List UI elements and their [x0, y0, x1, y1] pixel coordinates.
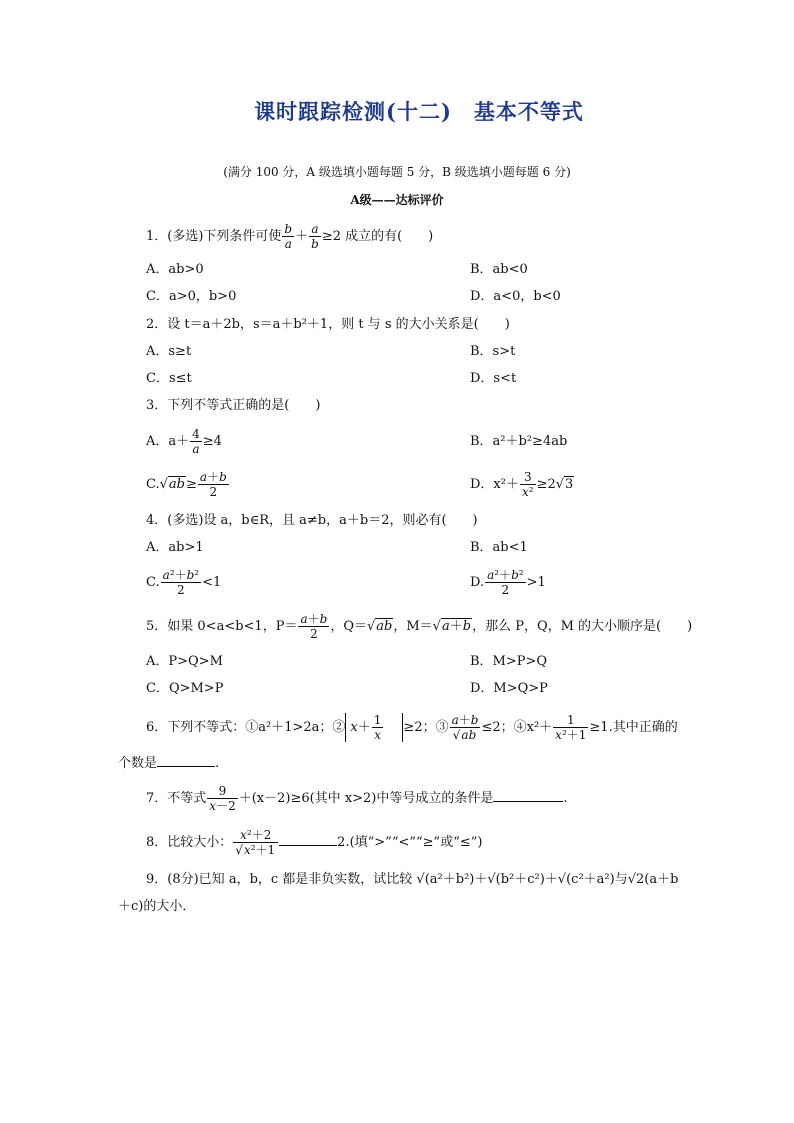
q6-suffix: ≥1.其中正确的	[589, 720, 678, 735]
question-3: 3．下列不等式正确的是( )	[146, 398, 321, 413]
q4-option-d	[470, 568, 546, 597]
q5-option-d: D．M>Q>P	[470, 681, 548, 696]
fraction-a-over-b: $\frac{a}{b}$	[311, 222, 319, 251]
q6-end: .	[215, 756, 220, 771]
q2-option-d: D．s<t	[470, 371, 517, 386]
score-note: (满分 100 分，A 级选填小题每题 5 分，B 级选填小题每题 6 分)	[223, 165, 571, 179]
q4-option-c	[146, 568, 221, 597]
q1-option-c: C．a>0，b>0	[146, 289, 237, 304]
q8-answer-blank[interactable]	[279, 833, 337, 846]
fraction-x2-plus-2-over-sqrt: $\frac{\text{x²＋2}}{\text{√x²＋1}}$	[233, 828, 278, 857]
q7-answer-blank[interactable]	[493, 789, 563, 802]
q7-prefix: 7．不等式	[146, 791, 207, 806]
q1-option-a: A．ab>0	[146, 262, 204, 277]
fraction-a-plus-b-over-2: $\frac{a+b}{2}$	[199, 470, 227, 499]
q3-a-label: A．a＋	[146, 434, 190, 449]
q3-option-b: B．a²＋b²≥4ab	[470, 434, 568, 449]
fraction-3-over-x2: $\frac{3}{\text{x²}}$	[521, 470, 534, 499]
q7-end: .	[563, 791, 568, 806]
q1-option-b: B．ab<0	[470, 262, 528, 277]
q3-option-c: C.√ab≥ $\frac{a+b}{2}$	[146, 470, 227, 499]
q6-line2	[118, 754, 219, 772]
absolute-value: x＋ $\frac{1}{x}$	[345, 713, 403, 742]
question-9-line2: ＋c)的大小．	[118, 899, 196, 914]
level-heading: A级——达标评价	[350, 193, 444, 207]
q1-prefix: 1．(多选)下列条件可使	[146, 229, 282, 244]
q3-a-suffix: ≥4	[202, 434, 222, 449]
q4-c-suffix: <1	[202, 575, 222, 590]
q3-d-label: D．x²＋	[470, 477, 519, 492]
question-2: 2．设 t＝a＋2b，s＝a＋b²＋1，则 t 与 s 的大小关系是( )	[146, 317, 510, 332]
q2-option-c: C．s≤t	[146, 371, 192, 386]
question-1: 1．(多选)下列条件可使 $\frac{b}{a}$ ＋ $\frac{a}{b}$ ≥2 成立的有( )	[146, 222, 434, 251]
q8-suffix: 2.(填“>”“<”“≥”或“≤”)	[337, 835, 483, 850]
q4-d-label: D.	[470, 575, 485, 590]
q6-prefix: 6．下列不等式：①a²＋1>2a；②	[146, 720, 346, 735]
q5-mid2: ，M＝	[393, 619, 433, 634]
q3-c-label: C.	[146, 477, 160, 492]
fraction-b-over-a: $\frac{b}{a}$	[284, 222, 293, 251]
q2-option-a: A．s≥t	[146, 344, 192, 359]
q5-prefix: 5．如果 0<a<b<1，P＝	[146, 619, 298, 634]
question-8	[146, 828, 482, 857]
q4-c-label: C.	[146, 575, 160, 590]
q5-suffix: ，那么 P，Q，M 的大小顺序是( )	[472, 619, 693, 634]
q2-option-b: B．s>t	[470, 344, 516, 359]
fraction-1-over-x2-plus-1: $\frac{1}{\text{x²＋1}}$	[555, 713, 587, 742]
fraction-4-over-a: $\frac{4}{a}$	[192, 427, 200, 456]
fraction-ab-over-sqrt-ab: $\frac{a+b}{√ab}$	[451, 713, 479, 742]
question-5: 5．如果 0<a<b<1，P＝ $\frac{a+b}{2}$ ，Q＝√ab，M＝√a＋b，那么 P，Q，M 的大小顺序是( )	[146, 612, 693, 641]
question-7	[146, 784, 568, 813]
q5-option-b: B．M>P>Q	[470, 654, 548, 669]
question-4: 4．(多选)设 a，b∈R，且 a≠b，a＋b＝2，则必有( )	[146, 513, 478, 528]
q1-option-d: D．a<0，b<0	[470, 289, 561, 304]
q5-option-a: A．P>Q>M	[146, 654, 223, 669]
q3-option-d: D．x²＋ $\frac{3}{\text{x²}}$ ≥2√3	[470, 470, 574, 499]
fraction-9-over-x-minus-2: $\frac{9}{x-2}$	[209, 784, 236, 813]
question-9: 9．(8分)已知 a，b，c 都是非负实数，试比较 √(a²＋b²)＋√(b²＋c²)＋√(c²＋a²)与√2(a＋b	[146, 872, 679, 887]
q4-d-suffix: >1	[526, 575, 546, 590]
q3-d-suffix: ≥2	[536, 477, 556, 492]
q5-option-c: C．Q>M>P	[146, 681, 224, 696]
q4-option-b: B．ab<1	[470, 540, 528, 555]
q6-line2-text: 个数是	[118, 756, 158, 771]
q3-option-a	[146, 427, 222, 456]
q6-part2: ≥2；③	[403, 720, 449, 735]
fraction-p: $\frac{a+b}{2}$	[300, 612, 328, 641]
fraction-a2-plus-b2-over-2-d: $\frac{\text{a²＋b²}}{2}$	[487, 568, 524, 597]
q6-part3: ≤2；④x²＋	[481, 720, 553, 735]
q4-option-a: A．ab>1	[146, 540, 204, 555]
q7-middle: ＋(x－2)≥6(其中 x>2)中等号成立的条件是	[238, 791, 494, 806]
question-6	[146, 713, 678, 742]
page-title: 课时跟踪检测(十二) 基本不等式	[254, 99, 584, 124]
fraction-a2-plus-b2-over-2: $\frac{\text{a²＋b²}}{2}$	[162, 568, 200, 597]
q8-prefix: 8．比较大小：	[146, 835, 233, 850]
q5-mid1: ，Q＝	[330, 619, 367, 634]
q6-answer-blank[interactable]	[157, 754, 215, 767]
q1-suffix: ≥2 成立的有( )	[321, 229, 434, 244]
